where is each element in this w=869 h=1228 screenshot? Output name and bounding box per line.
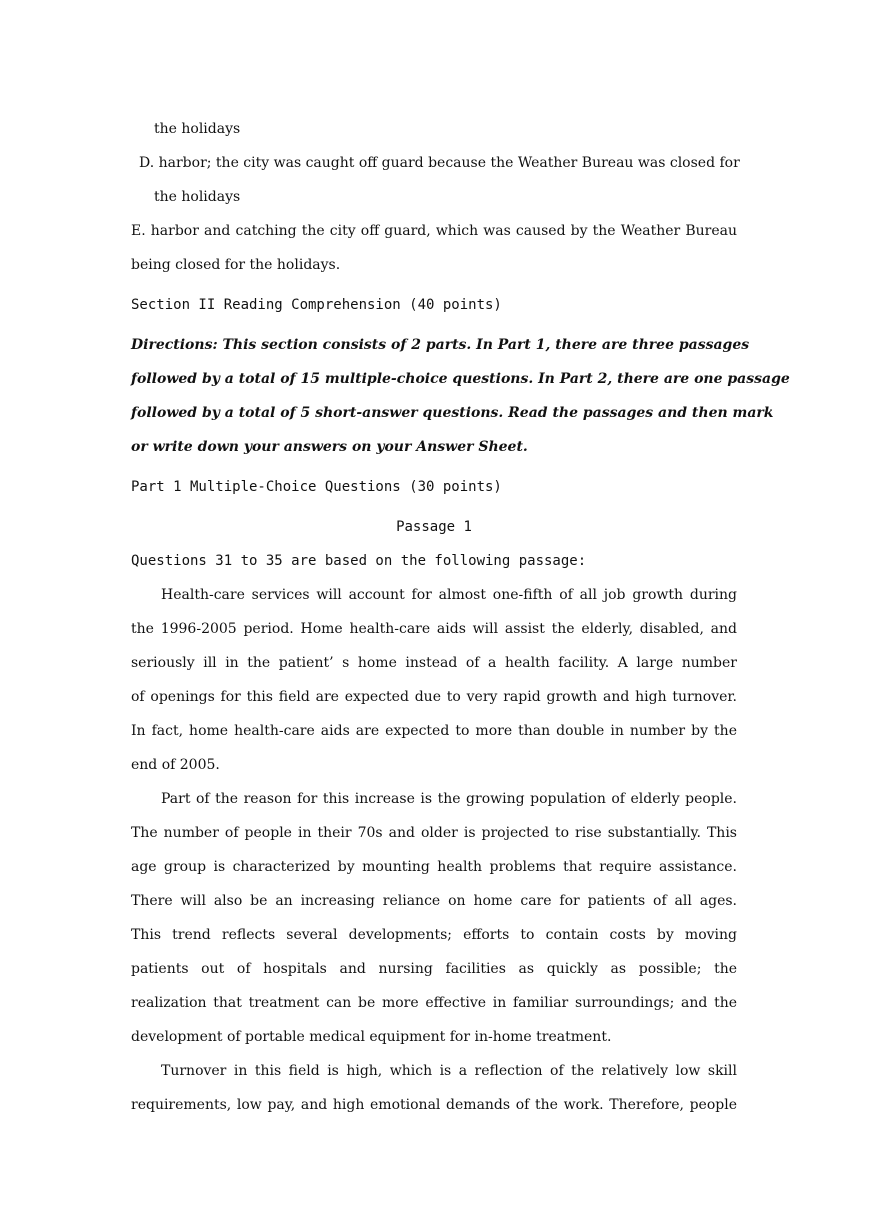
paragraph-line: realization that treatment can be more effective in familiar surroundings; and the bbox=[131, 995, 737, 1011]
option-e-continuation: being closed for the holidays. bbox=[131, 257, 341, 273]
paragraph-line: requirements, low pay, and high emotional demands of the work. Therefore, people bbox=[131, 1097, 737, 1113]
passage-title: Passage 1 bbox=[396, 519, 472, 535]
option-c-continuation: the holidays bbox=[154, 121, 241, 137]
paragraph-line: The number of people in their 70s and older is projected to rise substantially. This bbox=[131, 825, 737, 841]
section-title: Section II Reading Comprehension (40 points) bbox=[131, 297, 502, 313]
paragraph-line: the 1996-2005 period. Home health-care aids will assist the elderly, disabled, and bbox=[131, 621, 737, 637]
questions-intro: Questions 31 to 35 are based on the following passage: bbox=[131, 553, 587, 569]
paragraph-line: end of 2005. bbox=[131, 757, 220, 773]
directions-line: or write down your answers on your Answer Sheet. bbox=[131, 439, 528, 455]
directions-line: followed by a total of 15 multiple-choice questions. In Part 2, there are one passage bbox=[131, 371, 790, 387]
paragraph-line: This trend reflects several developments; efforts to contain costs by moving bbox=[131, 927, 737, 943]
option-e-line: E. harbor and catching the city off guard, which was caused by the Weather Bureau bbox=[131, 223, 737, 239]
directions-line: Directions: This section consists of 2 parts. In Part 1, there are three passages bbox=[131, 337, 750, 353]
paragraph-line: Part of the reason for this increase is the growing population of elderly people. bbox=[161, 791, 737, 807]
part-title: Part 1 Multiple-Choice Questions (30 points) bbox=[131, 479, 502, 495]
option-d-line: D. harbor; the city was caught off guard because the Weather Bureau was closed for bbox=[139, 155, 740, 171]
paragraph-line: Health-care services will account for almost one-fifth of all job growth during bbox=[161, 587, 737, 603]
paragraph-line: development of portable medical equipment for in-home treatment. bbox=[131, 1029, 612, 1045]
directions-line: followed by a total of 5 short-answer questions. Read the passages and then mark bbox=[131, 405, 774, 421]
paragraph-line: Turnover in this field is high, which is a reflection of the relatively low skill bbox=[161, 1063, 737, 1079]
option-d-continuation: the holidays bbox=[154, 189, 241, 205]
document-page bbox=[131, 112, 790, 1122]
paragraph-line: seriously ill in the patient’ s home instead of a health facility. A large number bbox=[131, 655, 737, 671]
paragraph-line: age group is characterized by mounting health problems that require assistance. bbox=[131, 859, 737, 875]
paragraph-line: In fact, home health-care aids are expected to more than double in number by the bbox=[131, 723, 737, 739]
paragraph-line: patients out of hospitals and nursing facilities as quickly as possible; the bbox=[131, 961, 737, 977]
paragraph-line: of openings for this field are expected due to very rapid growth and high turnover. bbox=[131, 689, 737, 705]
paragraph-line: There will also be an increasing reliance on home care for patients of all ages. bbox=[131, 893, 737, 909]
